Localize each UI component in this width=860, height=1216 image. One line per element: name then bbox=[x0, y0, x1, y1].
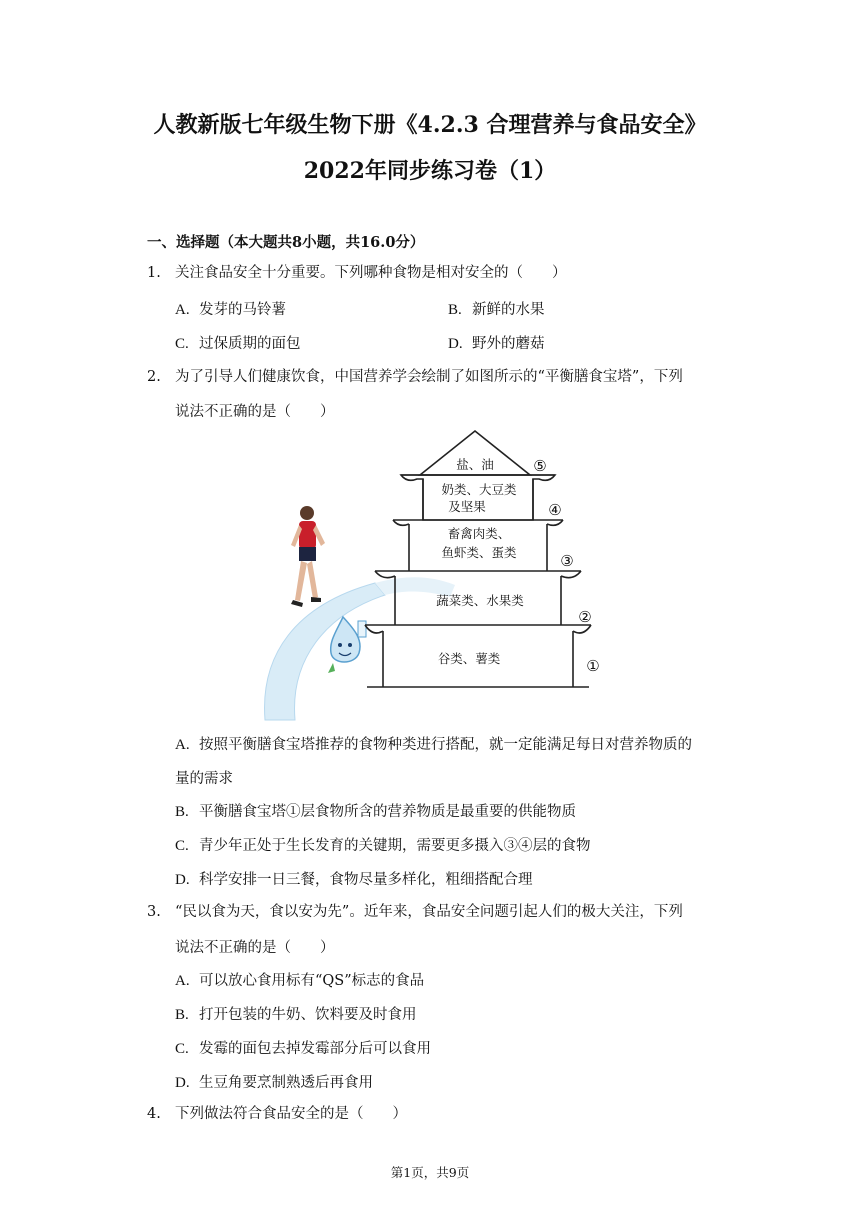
option-d bbox=[175, 1071, 373, 1092]
option-label: A. bbox=[175, 737, 190, 753]
option-text: 打开包装的牛奶、饮料要及时食用 bbox=[199, 1007, 417, 1023]
option-d bbox=[448, 332, 545, 353]
option-label: B. bbox=[448, 302, 462, 318]
question-1 bbox=[147, 263, 567, 283]
option-text: 发霉的面包去掉发霉部分后可以食用 bbox=[199, 1041, 431, 1057]
question-stem-continued: 说法不正确的是（ ） bbox=[175, 404, 335, 420]
option-label: C. bbox=[175, 1041, 189, 1057]
option-label: B. bbox=[175, 804, 189, 820]
option-label: B. bbox=[175, 1007, 189, 1023]
option-d bbox=[175, 868, 533, 889]
option-b bbox=[175, 800, 576, 821]
runner-figure bbox=[291, 506, 325, 607]
pagoda-marker-3: ③ bbox=[560, 552, 574, 570]
pagoda-level-3-label-line2: 鱼虾类、蛋类 bbox=[441, 545, 517, 560]
question-stem: “民以食为天，食以安为先”。近年来，食品安全问题引起人们的极大关注，下列 bbox=[175, 904, 683, 920]
question-number: 2. bbox=[147, 369, 161, 385]
question-number: 4. bbox=[147, 1106, 161, 1122]
page-footer: 第1页，共9页 bbox=[390, 1165, 470, 1180]
question-4 bbox=[147, 1104, 407, 1124]
pagoda-marker-1: ① bbox=[586, 657, 600, 675]
option-text: 可以放心食用标有“QS”标志的食品 bbox=[199, 973, 425, 989]
option-label: D. bbox=[175, 1075, 190, 1091]
water-drop-mascot bbox=[328, 617, 366, 673]
pagoda-marker-4: ④ bbox=[548, 501, 562, 519]
option-c bbox=[175, 834, 591, 855]
question-stem-continued: 说法不正确的是（ ） bbox=[175, 940, 335, 956]
option-text: 发芽的马铃薯 bbox=[199, 302, 286, 318]
option-label: C. bbox=[175, 838, 189, 854]
option-b bbox=[175, 1003, 417, 1024]
option-text: 过保质期的面包 bbox=[199, 336, 301, 352]
option-label: A. bbox=[175, 973, 190, 989]
pagoda-level-4-label-line2: 及坚果 bbox=[448, 499, 486, 514]
option-text: 野外的蘑菇 bbox=[472, 336, 545, 352]
balanced-diet-pagoda-figure bbox=[255, 425, 615, 723]
pagoda-level-4-label: 奶类、大豆类 bbox=[441, 482, 517, 497]
option-a bbox=[175, 733, 692, 754]
option-text: 生豆角要烹制熟透后再食用 bbox=[199, 1075, 373, 1091]
question-stem: 关注食品安全十分重要。下列哪种食物是相对安全的（ ） bbox=[175, 265, 567, 281]
question-number: 3. bbox=[147, 904, 161, 920]
option-text: 青少年正处于生长发育的关键期，需要更多摄入③④层的食物 bbox=[199, 838, 591, 854]
pagoda-level-1-label: 谷类、薯类 bbox=[437, 651, 501, 666]
option-label: D. bbox=[448, 336, 463, 352]
option-b bbox=[448, 298, 545, 319]
pagoda-level-3-label: 畜禽肉类、 bbox=[447, 526, 511, 541]
option-label: D. bbox=[175, 872, 190, 888]
option-c bbox=[175, 1037, 431, 1058]
pagoda-level-2-label: 蔬菜类、水果类 bbox=[436, 593, 524, 608]
option-a bbox=[175, 969, 424, 990]
question-number: 1. bbox=[147, 265, 161, 281]
option-text: 平衡膳食宝塔①层食物所含的营养物质是最重要的供能物质 bbox=[199, 804, 576, 820]
option-a bbox=[175, 298, 286, 319]
option-text: 科学安排一日三餐，食物尽量多样化，粗细搭配合理 bbox=[199, 872, 533, 888]
option-a-continued: 量的需求 bbox=[175, 771, 233, 787]
option-c bbox=[175, 332, 301, 353]
document-title-line1: 人教新版七年级生物下册《4.2.3 合理营养与食品安全》 bbox=[153, 112, 707, 138]
question-2 bbox=[147, 367, 683, 387]
pagoda-level-5-label: 盐、油 bbox=[456, 457, 494, 472]
pagoda-marker-5: ⑤ bbox=[533, 457, 547, 475]
option-text: 新鲜的水果 bbox=[472, 302, 545, 318]
question-stem: 为了引导人们健康饮食，中国营养学会绘制了如图所示的“平衡膳食宝塔”，下列 bbox=[175, 369, 683, 385]
option-label: C. bbox=[175, 336, 189, 352]
option-label: A. bbox=[175, 302, 190, 318]
pagoda-marker-2: ② bbox=[578, 608, 592, 626]
question-stem: 下列做法符合食品安全的是（ ） bbox=[175, 1106, 407, 1122]
question-3 bbox=[147, 902, 683, 922]
section-heading: 一、选择题（本大题共8小题，共16.0分） bbox=[147, 234, 425, 251]
option-text: 按照平衡膳食宝塔推荐的食物种类进行搭配，就一定能满足每日对营养物质的 bbox=[199, 737, 692, 753]
document-title-line2: 2022年同步练习卷（1） bbox=[303, 158, 557, 184]
